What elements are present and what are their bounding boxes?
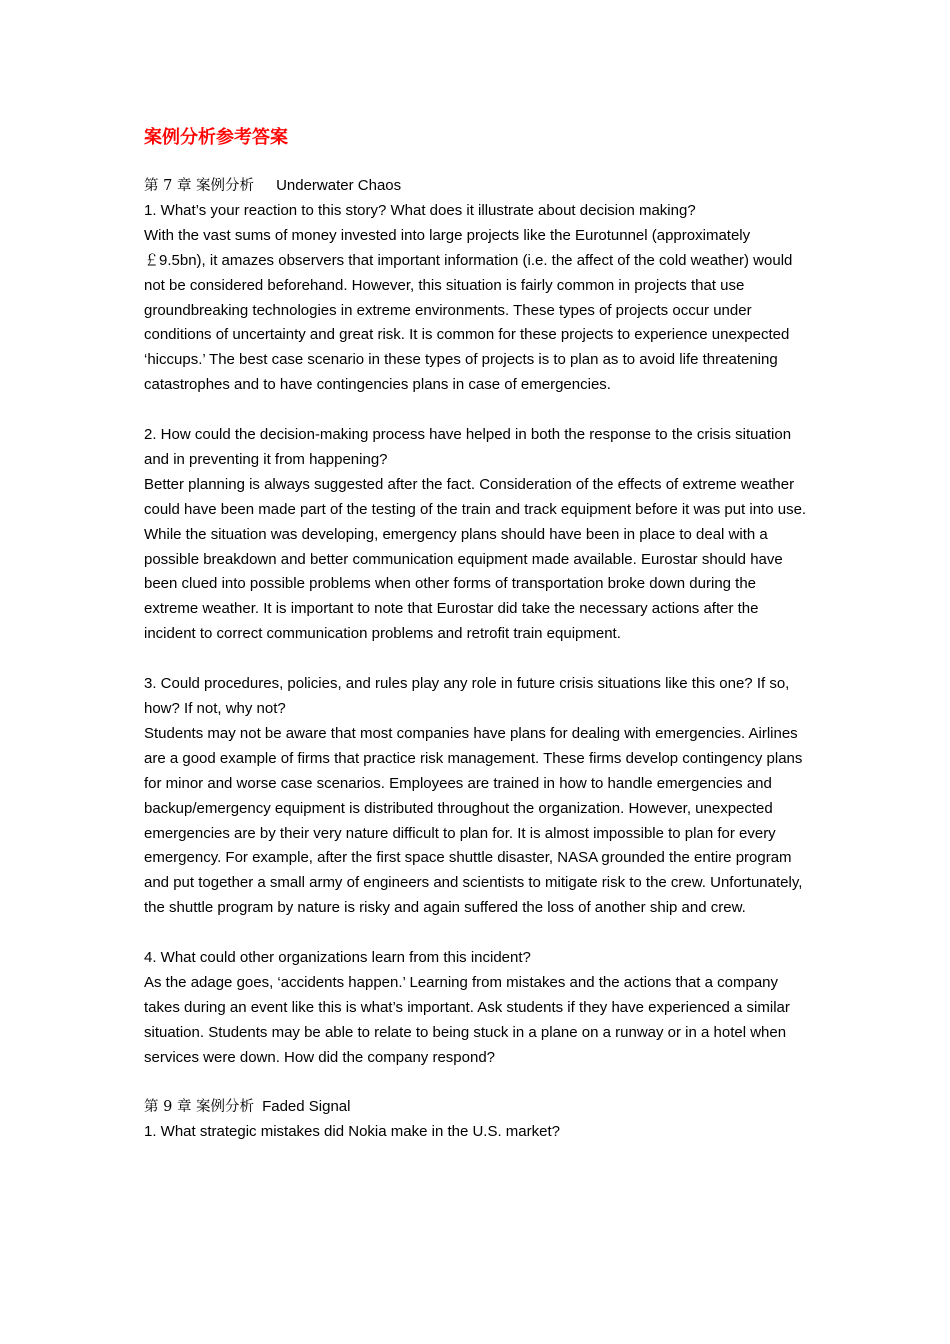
chapter-9-heading-cn: 第 9 章 案例分析 [144,1099,255,1116]
chapter-9-question-1: 1. What strategic mistakes did Nokia make in the U.S. market? [144,1123,560,1141]
chapter-9-heading-en: Faded Signal [262,1098,351,1116]
question-1: 1. What’s your reaction to this story? What does it illustrate about decision making? [144,201,696,219]
answer-3: Students may not be aware that most companies have plans for dealing with emergencies. Airlines are a good example of firms that practice risk management. These firms develop contingency plans for minor and worse case scenarios. Employees are trained in how to handle emergencies and backup/emergency equipment is distributed throughout the organization. However, unexpected emergencies are by their very nature difficult to plan for. It is almost impossible to plan for every emergency. For example, after the first space shuttle disaster, NASA grounded the entire program and put together a small army of engineers and scientists to mitigate risk to the crew. Unfortunately, the shuttle program by nature is risky and again suffered the loss of another ship and crew. [144,724,803,917]
chapter-7-section [144,174,812,1095]
chapter-7-heading-cn: 第 7 章 案例分析 [144,178,255,194]
question-3: 3. Could procedures, policies, and rules play any role in future crisis situations like this one? If so, how? If not, why not? [144,675,790,717]
chapter-7-heading-en: Underwater Chaos [276,177,402,194]
answer-1: With the vast sums of money invested into large projects like the Eurotunnel (approximately ￡9.5bn), it amazes observers that important information (i.e. the affect of the cold weather) would not be considered beforehand. However, this situation is fairly common in projects that use groundbreaking technologies in extreme environments. These types of projects occur under conditions of uncertainty and great risk. It is common for these projects to experience unexpected ‘hiccups.’ The best case scenario in these types of projects is to plan as to avoid life threatening catastrophes and to have contingencies plans in case of emergencies. [144,226,793,394]
chapter-9-section [144,1095,812,1145]
document-page [144,124,812,1145]
chapter-7-heading [144,174,812,199]
question-4: 4. What could other organizations learn from this incident? [144,949,531,967]
answer-4: As the adage goes, ‘accidents happen.’ Learning from mistakes and the actions that a company takes during an event like this is what’s important. Ask students if they have experienced a similar situation. Students may be able to relate to being stuck in a plane on a runway or in a hotel when services were down. How did the company respond? [144,973,790,1066]
chapter-9-heading [144,1095,812,1120]
document-title: 案例分析参考答案 [144,127,288,148]
question-2: 2. How could the decision-making process have helped in both the response to the crisis situation and in preventing it from happening? [144,426,792,468]
answer-2: Better planning is always suggested after the fact. Consideration of the effects of extreme weather could have been made part of the testing of the train and track equipment before it was put into use. While the situation was developing, emergency plans should have been in place to deal with a possible breakdown and better communication equipment made available. Eurostar should have been clued into possible problems when other forms of transportation broke down during the extreme weather. It is important to note that Eurostar did take the necessary actions after the incident to correct communication problems and retrofit train equipment. [144,475,807,643]
